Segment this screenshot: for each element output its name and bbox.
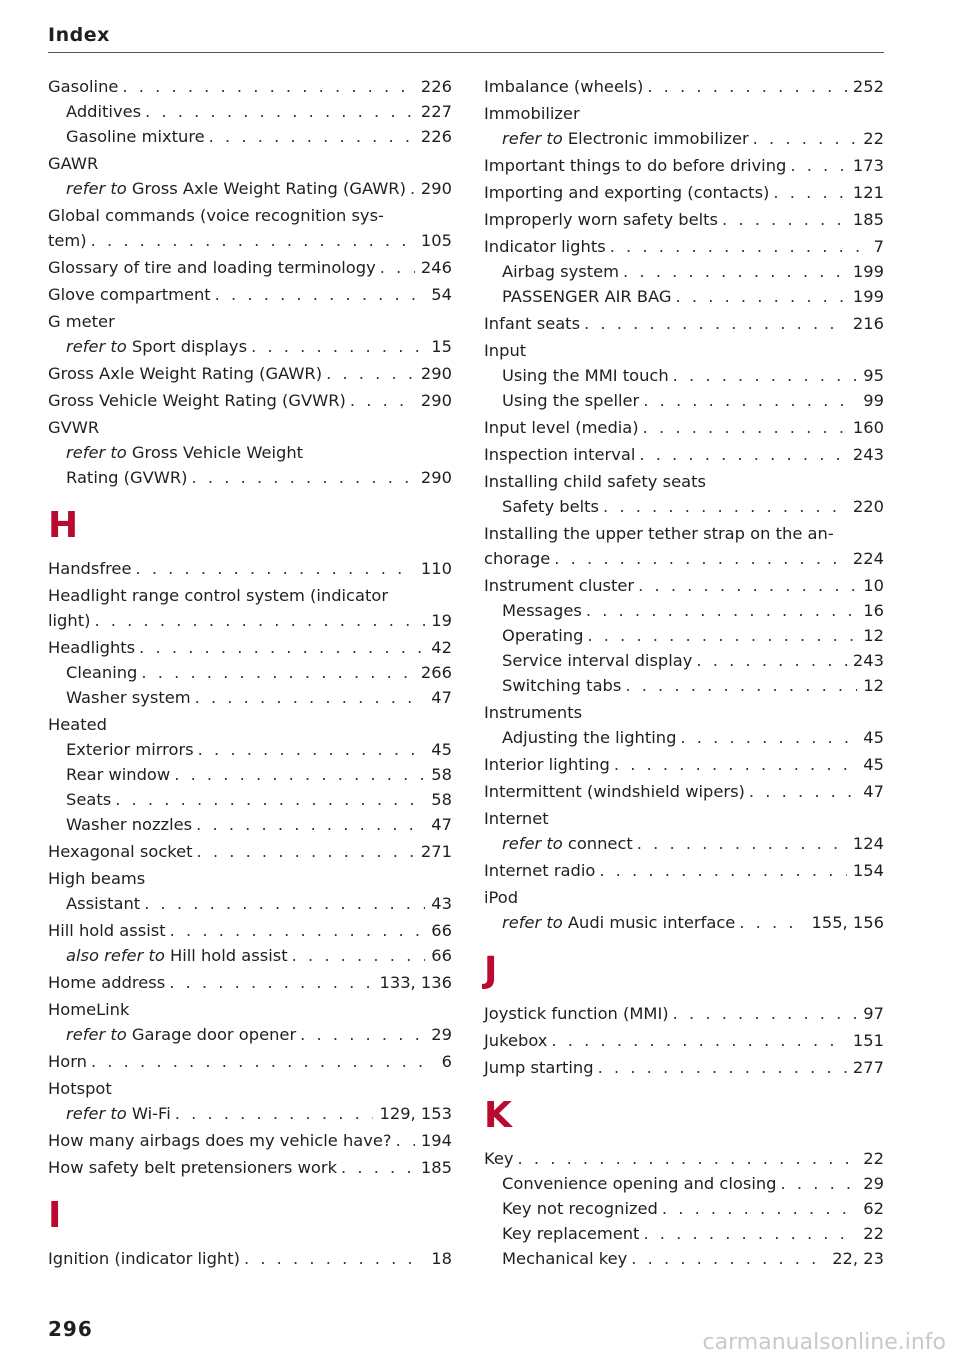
index-subentry: Seats . . . 58 [48, 787, 452, 812]
index-entry: How many airbags does my vehicle have? . . . 194 [48, 1128, 452, 1153]
index-subentry: Cleaning . . . 266 [48, 660, 452, 685]
index-subentry: Exterior mirrors . . . 45 [48, 737, 452, 762]
index-entry: Installing child safety seats [484, 472, 706, 491]
index-entry: Gross Axle Weight Rating (GAWR) . . . 290 [48, 361, 452, 386]
index-entry: Gasoline . . . 226 [48, 74, 452, 99]
index-entry: Interior lighting . . . 45 [484, 752, 884, 777]
index-letter-heading: H [48, 505, 79, 546]
index-entry: Intermittent (windshield wipers) . . . 47 [484, 779, 884, 804]
index-subentry: Washer nozzles . . . 47 [48, 812, 452, 837]
index-reference: refer to Sport displays . . . 15 [48, 334, 452, 359]
index-entry: Immobilizer [484, 104, 580, 123]
index-subentry: Messages . . . 16 [484, 598, 884, 623]
index-entry-continued: chorage . . . 224 [484, 546, 884, 571]
index-subentry: Convenience opening and closing . . . 29 [484, 1171, 884, 1196]
index-reference: refer to Gross Vehicle Weight [66, 443, 304, 462]
index-entry: Jump starting . . . 277 [484, 1055, 884, 1080]
index-letter-heading: K [484, 1095, 512, 1136]
index-reference: refer to Audi music interface . . . 155, 156 [484, 910, 884, 935]
index-entry: Glossary of tire and loading terminology . . . 246 [48, 255, 452, 280]
index-entry: Internet [484, 809, 549, 828]
index-reference-continued: Rating (GVWR) . . . 290 [48, 465, 452, 490]
page-title: Index [48, 24, 110, 46]
index-subentry: Using the speller . . . 99 [484, 388, 884, 413]
index-subentry: Using the MMI touch . . . 95 [484, 363, 884, 388]
index-entry: Input level (media) . . . 160 [484, 415, 884, 440]
watermark: carmanualsonline.info [702, 1330, 946, 1355]
index-column-left [48, 74, 452, 1271]
index-entry: Jukebox . . . 151 [484, 1028, 884, 1053]
index-entry: Gross Vehicle Weight Rating (GVWR) . . . 290 [48, 388, 452, 413]
index-reference: refer to connect . . . 124 [484, 831, 884, 856]
index-entry: Important things to do before driving . . . 173 [484, 153, 884, 178]
index-entry: Joystick function (MMI) . . . 97 [484, 1001, 884, 1026]
index-entry: G meter [48, 312, 115, 331]
index-subentry: Rear window . . . 58 [48, 762, 452, 787]
index-subentry: Safety belts . . . 220 [484, 494, 884, 519]
index-subentry: Gasoline mixture . . . 226 [48, 124, 452, 149]
index-subentry: Washer system . . . 47 [48, 685, 452, 710]
index-subentry: Airbag system . . . 199 [484, 259, 884, 284]
index-entry: Instruments [484, 703, 583, 722]
index-subentry: Service interval display . . . 243 [484, 648, 884, 673]
index-subentry: PASSENGER AIR BAG . . . 199 [484, 284, 884, 309]
index-entry: Infant seats . . . 216 [484, 311, 884, 336]
index-entry: Home address . . . 133, 136 [48, 970, 452, 995]
index-subentry: Mechanical key . . . 22, 23 [484, 1246, 884, 1271]
index-entry: Key . . . 22 [484, 1146, 884, 1171]
index-entry: Hill hold assist . . . 66 [48, 918, 452, 943]
index-entry: Glove compartment . . . 54 [48, 282, 452, 307]
index-entry: How safety belt pretensioners work . . . 185 [48, 1155, 452, 1180]
index-entry: Installing the upper tether strap on the an- [484, 524, 834, 543]
index-entry: GVWR [48, 418, 100, 437]
index-entry: Horn . . . 6 [48, 1049, 452, 1074]
index-reference: refer to Garage door opener . . . 29 [48, 1022, 452, 1047]
index-entry: Heated [48, 715, 107, 734]
index-subentry: Operating . . . 12 [484, 623, 884, 648]
page-header [48, 24, 884, 53]
index-entry: HomeLink [48, 1000, 130, 1019]
index-entry: Imbalance (wheels) . . . 252 [484, 74, 884, 99]
index-entry: Ignition (indicator light) . . . 18 [48, 1246, 452, 1271]
index-reference: refer to Wi-Fi . . . 129, 153 [48, 1101, 452, 1126]
index-entry: Improperly worn safety belts . . . 185 [484, 207, 884, 232]
index-entry: Importing and exporting (contacts) . . . 121 [484, 180, 884, 205]
index-entry: Global commands (voice recognition sys- [48, 206, 384, 225]
index-entry: Indicator lights . . . 7 [484, 234, 884, 259]
index-letter-heading: J [484, 950, 498, 991]
index-subentry: Additives . . . 227 [48, 99, 452, 124]
index-entry: Internet radio . . . 154 [484, 858, 884, 883]
index-entry: Input [484, 341, 527, 360]
index-reference: refer to Electronic immobilizer . . . 22 [484, 126, 884, 151]
index-reference: also refer to Hill hold assist . . . 66 [48, 943, 452, 968]
index-subentry: Assistant . . . 43 [48, 891, 452, 916]
index-subentry: Key not recognized . . . 62 [484, 1196, 884, 1221]
index-entry: Hexagonal socket . . . 271 [48, 839, 452, 864]
index-entry: GAWR [48, 154, 99, 173]
index-entry: Inspection interval . . . 243 [484, 442, 884, 467]
index-entry: Instrument cluster . . . 10 [484, 573, 884, 598]
index-entry: Handsfree . . . 110 [48, 556, 452, 581]
index-entry: iPod [484, 888, 519, 907]
index-column-right [484, 74, 884, 1271]
index-subentry: Switching tabs . . . 12 [484, 673, 884, 698]
index-entry: Headlights . . . 42 [48, 635, 452, 660]
index-entry: High beams [48, 869, 146, 888]
page-number: 296 [48, 1317, 93, 1341]
index-entry-continued: light) . . . 19 [48, 608, 452, 633]
index-entry: Headlight range control system (indicator [48, 586, 389, 605]
index-entry-continued: tem) . . . 105 [48, 228, 452, 253]
index-subentry: Key replacement . . . 22 [484, 1221, 884, 1246]
index-letter-heading: I [48, 1195, 62, 1236]
index-reference: refer to Gross Axle Weight Rating (GAWR) . . . 290 [48, 176, 452, 201]
index-entry: Hotspot [48, 1079, 112, 1098]
index-subentry: Adjusting the lighting . . . 45 [484, 725, 884, 750]
